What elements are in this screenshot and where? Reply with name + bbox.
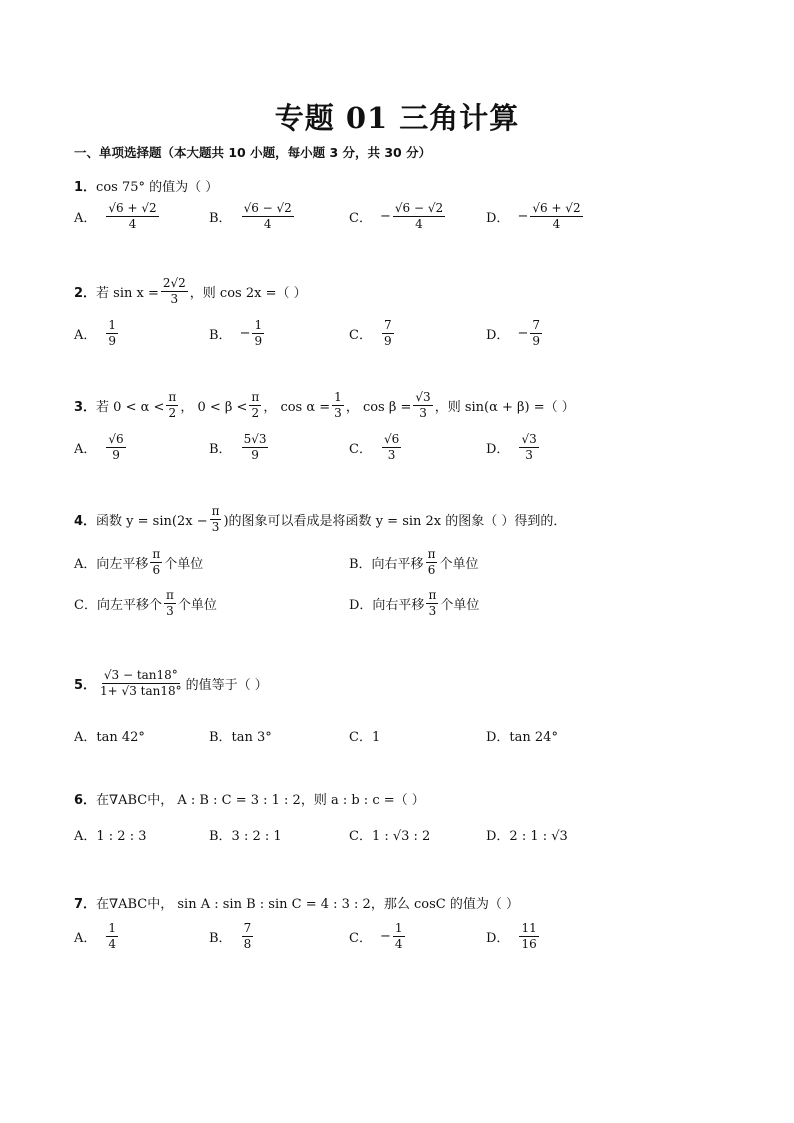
fraction: $\frac{7}{8}$	[243, 921, 252, 951]
q3-option-c[interactable]	[349, 432, 403, 463]
minus-sign: −	[379, 929, 391, 944]
option-text: A．向左平移	[74, 557, 149, 572]
q2-option-c[interactable]	[349, 318, 396, 349]
minus-sign: −	[517, 209, 529, 224]
q5-option-c[interactable]: C．1	[349, 730, 381, 745]
question-4	[74, 504, 566, 535]
fraction: $\frac{7}{9}$	[532, 318, 540, 348]
fraction: $\frac{\pi}{3}$	[211, 504, 220, 534]
q1-option-d[interactable]	[486, 201, 585, 232]
option-label: C．	[349, 931, 372, 946]
fraction: $\frac{√6 + √2}{4}$	[532, 201, 581, 231]
fraction: $\frac{√6 - √2}{4}$	[394, 201, 444, 231]
fraction: $\frac{1}{4}$	[108, 921, 117, 951]
question-number: 7．	[74, 897, 97, 912]
q3-option-d[interactable]	[486, 432, 541, 463]
stem-part: ， cos β =	[345, 400, 412, 415]
fraction: $\frac{7}{9}$	[383, 318, 392, 348]
fraction: $\frac{1}{3}$	[334, 390, 342, 420]
minus-sign: −	[379, 209, 391, 224]
q1-option-a[interactable]	[74, 201, 161, 232]
stem-part: ，则 sin(α + β) =（ ）	[434, 400, 575, 415]
fraction: $\frac{\pi}{3}$	[428, 588, 437, 618]
fraction: $\frac{√6 + √2}{4}$	[108, 201, 157, 231]
fraction: $\frac{\pi}{6}$	[152, 547, 161, 577]
option-label: A．	[74, 442, 97, 457]
fraction: $\frac{√6}{9}$	[108, 432, 124, 462]
fraction: $\frac{√6 - √2}{4}$	[243, 201, 292, 231]
question-number: 3．	[74, 400, 97, 415]
q4-option-b[interactable]	[349, 547, 478, 578]
q3-option-b[interactable]	[209, 432, 270, 463]
option-text: B．向右平移	[349, 557, 424, 572]
fraction: $\frac{1}{4}$	[394, 921, 403, 951]
q7-option-b[interactable]	[209, 921, 255, 952]
fraction: $\frac{11}{16}$	[521, 921, 537, 951]
option-label: A．	[74, 328, 97, 343]
page-title: 专题 01 三角计算	[274, 101, 520, 135]
stem-part: 函数 y = sin(2x −	[96, 514, 208, 529]
option-label: D．	[486, 442, 510, 457]
question-stem: cos 75° 的值为（ ）	[96, 180, 219, 195]
q6-option-c[interactable]: C．1 : √3 : 2	[349, 829, 431, 844]
question-number: 1．	[74, 180, 97, 195]
option-label: B．	[209, 931, 232, 946]
fraction: $\frac{\pi}{2}$	[251, 390, 260, 420]
stem-part: ， cos α =	[263, 400, 331, 415]
q7-option-d[interactable]	[486, 921, 541, 952]
question-number: 5．	[74, 678, 97, 693]
q7-option-a[interactable]	[74, 921, 120, 952]
fraction: $\frac{\pi}{2}$	[168, 390, 177, 420]
q7-option-c[interactable]	[349, 921, 407, 952]
question-5	[74, 668, 268, 699]
question-1	[74, 176, 218, 195]
option-text: 个单位	[164, 557, 204, 572]
question-number: 4．	[74, 514, 97, 529]
q3-option-a[interactable]	[74, 432, 128, 463]
option-label: C．	[349, 442, 372, 457]
fraction: $\frac{√3}{3}$	[521, 432, 537, 462]
q2-option-a[interactable]	[74, 318, 120, 349]
q2-option-d[interactable]	[486, 318, 544, 349]
q5-option-b[interactable]: B．tan 3°	[209, 730, 272, 745]
option-text: 个单位	[440, 598, 480, 613]
question-stem: 若 sin x =	[96, 286, 159, 301]
option-label: D．	[486, 211, 510, 226]
q4-option-d[interactable]	[349, 588, 479, 619]
fraction: $\frac{1}{9}$	[254, 318, 263, 348]
option-label: D．	[486, 328, 510, 343]
option-label: A．	[74, 211, 97, 226]
q4-option-a[interactable]	[74, 547, 203, 578]
option-label: B．	[209, 328, 232, 343]
question-3	[74, 390, 575, 421]
fraction: $\frac{√3}{3}$	[415, 390, 431, 420]
stem-part: )的图象可以看成是将函数 y = sin 2x 的图象（ ）得到的．	[223, 514, 567, 529]
question-stem: 在∇ABC中， sin A : sin B : sin C = 4 : 3 : 2，那么 cosC 的值为（ ）	[96, 897, 519, 912]
q2-option-b[interactable]	[209, 318, 266, 349]
q4-option-c[interactable]	[74, 588, 217, 619]
minus-sign: −	[517, 326, 529, 341]
q6-option-b[interactable]: B．3 : 2 : 1	[209, 829, 282, 844]
question-stem-tail: 的值等于（ ）	[185, 678, 268, 693]
option-label: C．	[349, 211, 372, 226]
question-2	[74, 276, 307, 307]
question-stem-tail: ，则 cos 2x =（ ）	[189, 286, 307, 301]
fraction: $\frac{\pi}{6}$	[427, 547, 436, 577]
q1-option-b[interactable]	[209, 201, 296, 232]
question-number: 6．	[74, 793, 97, 808]
question-7	[74, 893, 519, 912]
option-label: A．	[74, 931, 97, 946]
q6-option-d[interactable]: D．2 : 1 : √3	[486, 829, 568, 844]
q5-option-a[interactable]: A．tan 42°	[74, 730, 145, 745]
option-text: C．向左平移个	[74, 598, 162, 613]
fraction: $\frac{5√3}{9}$	[243, 432, 267, 462]
fraction: $\frac{1}{9}$	[108, 318, 117, 348]
q1-option-c[interactable]	[349, 201, 447, 232]
question-stem: 在∇ABC中， A : B : C = 3 : 1 : 2，则 a : b : c =（ ）	[96, 793, 425, 808]
option-text: 个单位	[439, 557, 479, 572]
stem-part: 若 0 < α <	[96, 400, 165, 415]
fraction: $\frac{√3 - \tan 18^\circ}{1+ √3 \tan 18^\circ}$	[100, 668, 182, 698]
q5-option-d[interactable]: D．tan 24°	[486, 730, 558, 745]
option-label: B．	[209, 211, 232, 226]
fraction: $\frac{\pi}{3}$	[165, 588, 174, 618]
question-number: 2．	[74, 286, 97, 301]
question-6	[74, 789, 425, 808]
option-label: D．	[486, 931, 510, 946]
fraction: $\frac{√6}{3}$	[383, 432, 400, 462]
stem-part: ， 0 < β <	[180, 400, 248, 415]
section-heading: 一、单项选择题（本大题共 10 小题，每小题 3 分，共 30 分）	[74, 145, 432, 160]
option-text: D．向右平移	[349, 598, 425, 613]
q6-option-a[interactable]: A．1 : 2 : 3	[74, 829, 147, 844]
option-label: C．	[349, 328, 372, 343]
option-label: B．	[209, 442, 232, 457]
option-text: 个单位	[177, 598, 217, 613]
fraction: $\frac{2√2}{3}$	[162, 276, 186, 306]
minus-sign: −	[239, 326, 251, 341]
